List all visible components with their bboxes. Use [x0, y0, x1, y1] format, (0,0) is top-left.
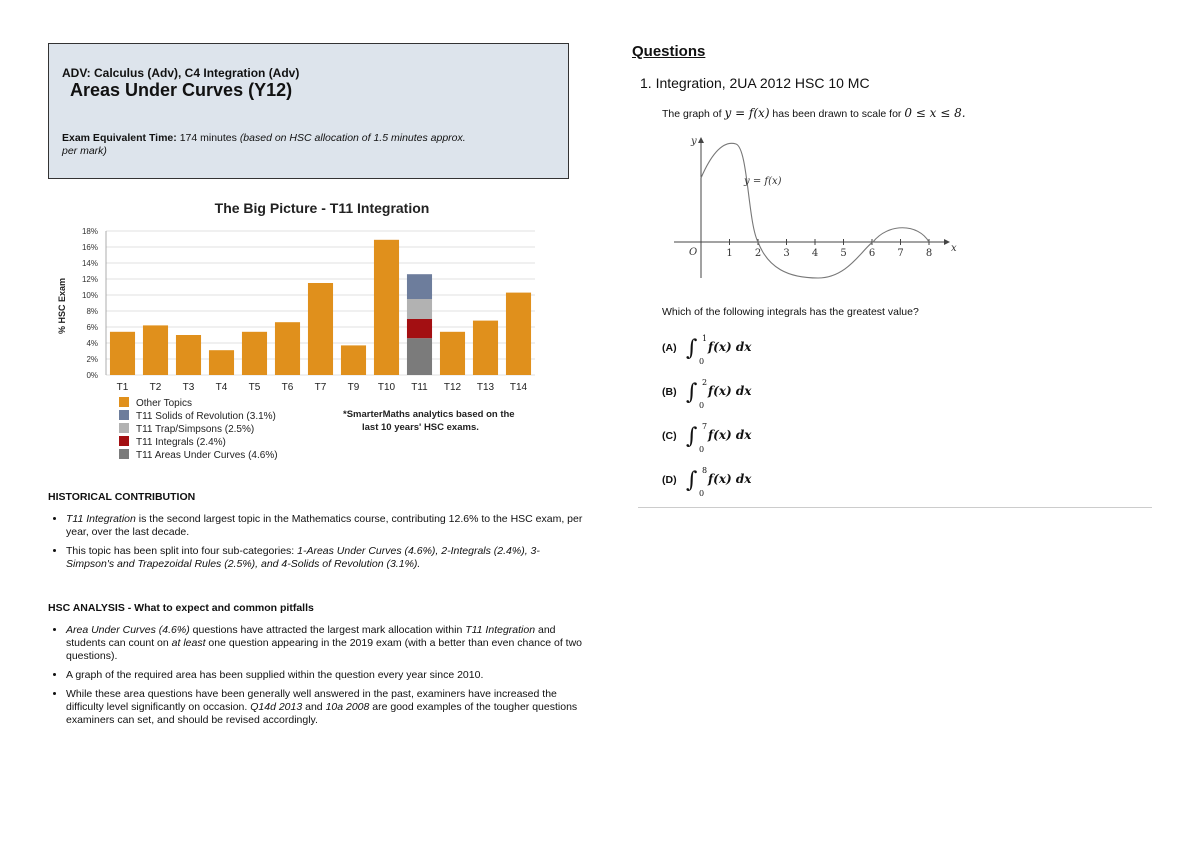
y-tick-label: 2% — [86, 355, 98, 364]
bar — [440, 332, 465, 375]
graph-tick-label: 2 — [754, 248, 762, 259]
x-tick-label: T11 — [411, 382, 428, 393]
chart-annotation-line-2: last 10 years' HSC exams. — [362, 422, 479, 433]
b-italic: 1-Areas Under Curves (4.6%), 2-Integrals (2.4%), 3-Simpson's and Trapezoidal Rules (2.5%), and 4-Solids of Revolution (3.1%). — [66, 545, 540, 570]
upper-limit: 7 — [702, 422, 708, 431]
b-text: While these area questions have been generally well answered in the past, examiners have increased the difficulty level significantly on occasion. — [66, 688, 557, 713]
historical-bullet-1 — [66, 513, 586, 539]
bar — [374, 240, 399, 375]
x-tick-label: T4 — [215, 382, 228, 393]
b-text: are good examples of the tougher questions examiners can set, and should be revised accordingly. — [66, 701, 578, 726]
x-tick-label: T7 — [314, 382, 327, 393]
option-integral — [686, 466, 752, 498]
x-tick-label: T5 — [248, 382, 261, 393]
integral-icon: ∫ — [686, 468, 698, 493]
integral-icon: ∫ — [686, 424, 698, 449]
legend-swatch — [119, 410, 129, 420]
b-text: and — [302, 701, 326, 713]
bar — [176, 335, 201, 375]
question-1-prompt: Which of the following integrals has the greatest value? — [662, 306, 919, 318]
graph-tick-label: 7 — [897, 248, 904, 259]
chart-title: The Big Picture - T11 Integration — [214, 200, 430, 216]
b-italic: at least — [171, 637, 206, 649]
x-tick-label: T6 — [281, 382, 294, 393]
questions-heading: Questions — [632, 43, 706, 60]
y-tick-label: 18% — [81, 227, 98, 236]
b-italic: Q14d 2013 — [250, 701, 303, 713]
lower-limit: 0 — [699, 445, 705, 454]
origin-label: O — [689, 247, 698, 258]
exam-time-label: Exam Equivalent Time: — [62, 132, 177, 144]
chart-xticks — [117, 382, 528, 393]
y-axis-arrow — [698, 137, 704, 143]
option-integral — [686, 334, 752, 366]
stem-text: The graph of — [662, 108, 725, 120]
exam-time-value: 174 minutes — [179, 132, 237, 144]
x-tick-label: T1 — [116, 382, 129, 393]
exam-time — [62, 132, 482, 158]
lower-limit: 0 — [699, 401, 705, 410]
x-tick-label: T3 — [182, 382, 195, 393]
option-label: (A) — [662, 342, 677, 354]
big-picture-chart — [48, 190, 568, 480]
analysis-bullet-3 — [66, 688, 586, 727]
integrand: f(x) dx — [708, 472, 752, 486]
bar — [143, 325, 168, 375]
analysis-bullet-2 — [66, 669, 586, 682]
bar-segment — [407, 299, 432, 319]
historical-bullet-2 — [66, 545, 586, 571]
bar — [308, 283, 333, 375]
divider — [638, 507, 1152, 508]
analysis-heading: HSC ANALYSIS - What to expect and common pitfalls — [48, 602, 314, 614]
b-text: is the second largest topic in the Mathematics course, contributing 12.6% to the HSC exam, per year, over the last decade. — [66, 513, 583, 538]
graph-tick-label: 8 — [925, 248, 933, 259]
graph-tick-label: 4 — [811, 248, 819, 259]
legend-swatch — [119, 436, 129, 446]
bar-segment — [407, 338, 432, 375]
legend-label: T11 Areas Under Curves (4.6%) — [136, 450, 278, 461]
historical-heading: HISTORICAL CONTRIBUTION — [48, 491, 196, 503]
graph-tick-label: 1 — [726, 248, 733, 259]
question-1-stem — [662, 106, 966, 120]
bar — [242, 332, 267, 375]
stem-text: has been drawn to scale for — [769, 108, 905, 120]
y-tick-label: 14% — [81, 259, 98, 268]
legend-label: T11 Trap/Simpsons (2.5%) — [136, 424, 255, 435]
exam-time-note: (based on HSC allocation of 1.5 minutes approx. per mark) — [62, 132, 466, 157]
y-tick-label: 0% — [86, 371, 98, 380]
bar-segment — [407, 319, 432, 338]
function-graph — [668, 128, 968, 288]
b-text: one question appearing in the 2019 exam (with a better than even chance of two questions). — [66, 637, 583, 662]
x-tick-label: T10 — [377, 382, 396, 393]
legend-swatch — [119, 449, 129, 459]
course-line: ADV: Calculus (Adv), C4 Integration (Adv) — [62, 66, 300, 80]
y-axis-label: y — [691, 136, 697, 147]
upper-limit: 8 — [702, 466, 708, 475]
integrand: f(x) dx — [708, 340, 752, 354]
chart-annotation-line-1: *SmarterMaths analytics based on the — [343, 409, 515, 420]
bar — [209, 350, 234, 375]
b-italic: T11 Integration — [465, 624, 536, 636]
b-italic: Area Under Curves (4.6%) — [66, 624, 190, 636]
stem-range: 0 ≤ x ≤ 8. — [904, 106, 966, 120]
option-integral — [686, 422, 752, 454]
y-tick-label: 6% — [86, 323, 98, 332]
upper-limit: 1 — [702, 334, 708, 343]
integral-icon: ∫ — [686, 336, 698, 361]
x-tick-label: T12 — [443, 382, 462, 393]
legend-label: T11 Solids of Revolution (3.1%) — [136, 411, 276, 422]
upper-limit: 2 — [702, 378, 708, 387]
bar — [110, 332, 135, 375]
x-tick-label: T9 — [347, 382, 360, 393]
chart-bars — [110, 240, 531, 375]
y-tick-label: 4% — [86, 339, 98, 348]
y-tick-label: 16% — [81, 243, 98, 252]
y-tick-label: 8% — [86, 307, 98, 316]
analysis-bullet-1 — [66, 624, 586, 663]
analysis-list — [48, 624, 586, 733]
option-label: (B) — [662, 386, 677, 398]
b-text: questions have attracted the largest mark allocation within — [189, 624, 466, 636]
y-tick-label: 12% — [81, 275, 98, 284]
y-tick-label: 10% — [81, 291, 98, 300]
curve-label: y = f(x) — [744, 176, 782, 187]
bar — [341, 345, 366, 375]
graph-tick-label: 6 — [868, 248, 876, 259]
graph-tick-label: 3 — [783, 248, 790, 259]
lower-limit: 0 — [699, 489, 705, 498]
page-title: Areas Under Curves (Y12) — [70, 80, 293, 100]
b-text: This topic has been split into four sub-categories: — [66, 545, 298, 557]
legend-swatch — [119, 397, 129, 407]
bar — [506, 293, 531, 375]
x-tick-label: T14 — [509, 382, 528, 393]
x-tick-label: T2 — [149, 382, 162, 393]
chart-yticks — [82, 227, 98, 380]
bar — [275, 322, 300, 375]
graph-tick-label: 5 — [840, 248, 847, 259]
integrand: f(x) dx — [708, 384, 752, 398]
option-label: (D) — [662, 474, 677, 486]
legend-label: T11 Integrals (2.4%) — [136, 437, 226, 448]
legend-label: Other Topics — [136, 398, 192, 409]
chart-ylabel: % HSC Exam — [57, 277, 67, 335]
legend-swatch — [119, 423, 129, 433]
question-1-title: 1. Integration, 2UA 2012 HSC 10 MC — [640, 75, 870, 91]
b-text: A graph of the required area has been supplied within the question every year since 2010. — [66, 669, 484, 681]
lower-limit: 0 — [699, 357, 705, 366]
chart-legend — [119, 397, 278, 461]
bar-segment — [407, 274, 432, 299]
x-axis-label: x — [951, 243, 957, 254]
b-text: and students can count on — [66, 624, 556, 649]
integral-icon: ∫ — [686, 380, 698, 405]
x-tick-label: T13 — [476, 382, 495, 393]
x-axis-arrow — [944, 239, 950, 245]
option-label: (C) — [662, 430, 677, 442]
stem-math: y = f(x) — [724, 106, 770, 120]
integrand: f(x) dx — [708, 428, 752, 442]
b-italic: T11 Integration — [66, 513, 136, 525]
option-integral — [686, 378, 752, 410]
historical-list — [48, 513, 586, 577]
header-box — [48, 43, 569, 179]
bar — [473, 321, 498, 375]
b-italic: 10a 2008 — [325, 701, 370, 713]
